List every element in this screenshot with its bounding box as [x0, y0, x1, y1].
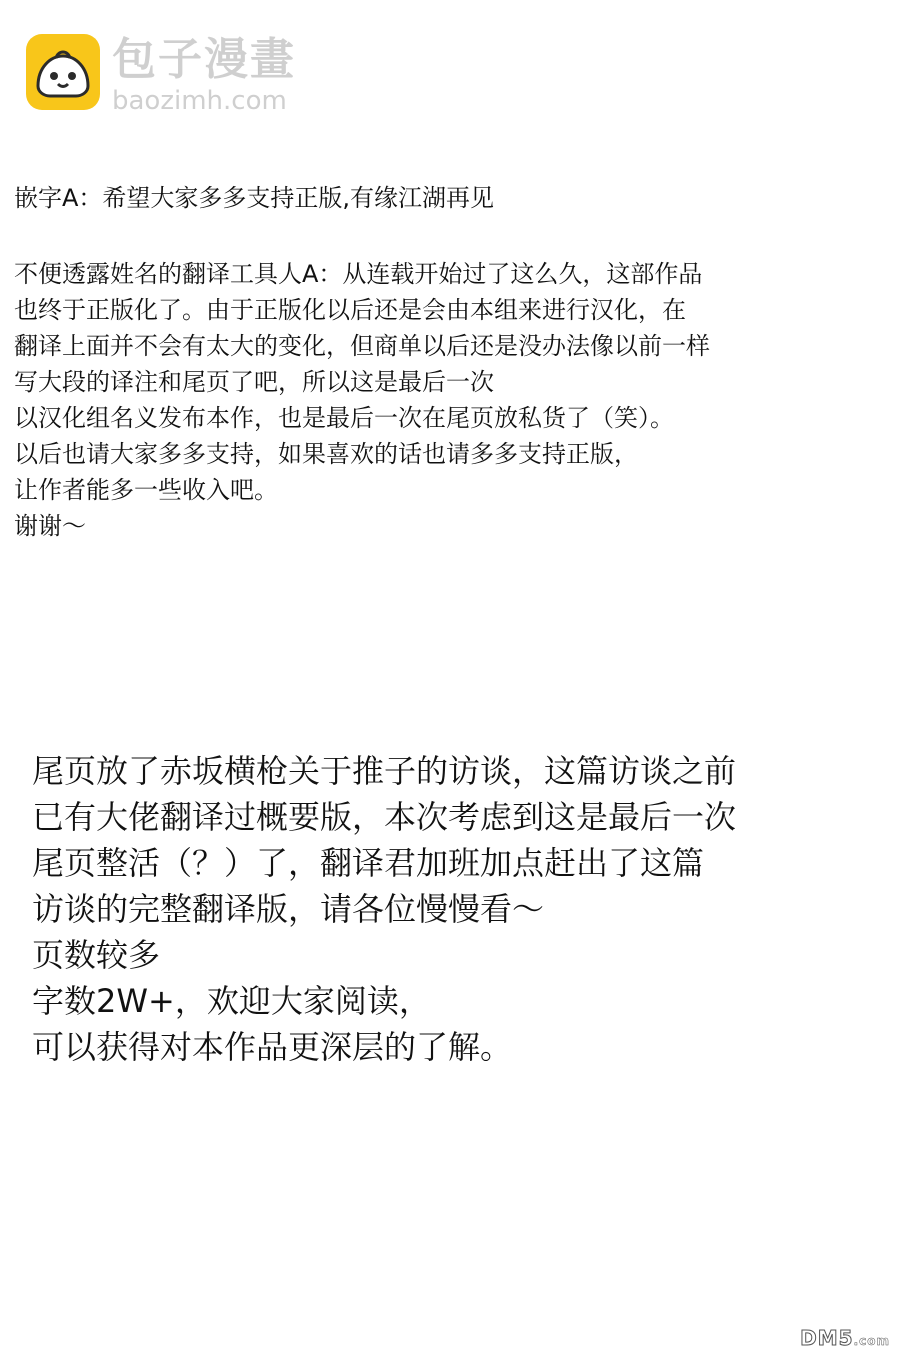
translator-note-line: 也终于正版化了。由于正版化以后还是会由本组来进行汉化，在 [14, 296, 686, 324]
interview-note-line: 页数较多 [32, 936, 161, 974]
interview-note-line: 可以获得对本作品更深层的了解。 [32, 1028, 513, 1066]
translator-note-line: 让作者能多一些收入吧。 [14, 476, 278, 504]
translator-note-line: 写大段的译注和尾页了吧，所以这是最后一次 [14, 368, 494, 396]
translator-note-line: 以汉化组名义发布本作，也是最后一次在尾页放私货了（笑）。 [14, 404, 674, 432]
dm5-watermark-text: DM5 [800, 1326, 854, 1350]
translator-note-line: 以后也请大家多多支持，如果喜欢的话也请多多支持正版， [14, 440, 638, 468]
bun-face-icon [26, 34, 100, 110]
dm5-watermark-suffix: .com [853, 1334, 890, 1348]
interview-note-line: 字数2W+，欢迎大家阅读， [32, 982, 431, 1020]
translator-note-line: 翻译上面并不会有太大的变化，但商单以后还是没办法像以前一样 [14, 332, 710, 360]
translator-note [14, 256, 894, 544]
interview-note-line: 已有大佬翻译过概要版，本次考虑到这是最后一次 [32, 798, 737, 836]
interview-note-line: 尾页整活（？）了，翻译君加班加点赶出了这篇 [32, 844, 705, 882]
interview-note [32, 748, 892, 1070]
translator-note-line: 不便透露姓名的翻译工具人A：从连载开始过了这么久，这部作品 [14, 260, 703, 288]
logo-title: 包子漫畫 [112, 34, 296, 85]
logo-url: baozimh.com [112, 86, 287, 116]
typesetter-note: 嵌字A：希望大家多多支持正版,有缘江湖再见 [14, 184, 495, 212]
site-logo [26, 32, 326, 116]
translator-note-line: 谢谢～ [14, 512, 86, 540]
dm5-watermark [800, 1326, 890, 1350]
interview-note-line: 访谈的完整翻译版，请各位慢慢看～ [32, 890, 545, 928]
interview-note-line: 尾页放了赤坂横枪关于推子的访谈，这篇访谈之前 [32, 752, 737, 790]
